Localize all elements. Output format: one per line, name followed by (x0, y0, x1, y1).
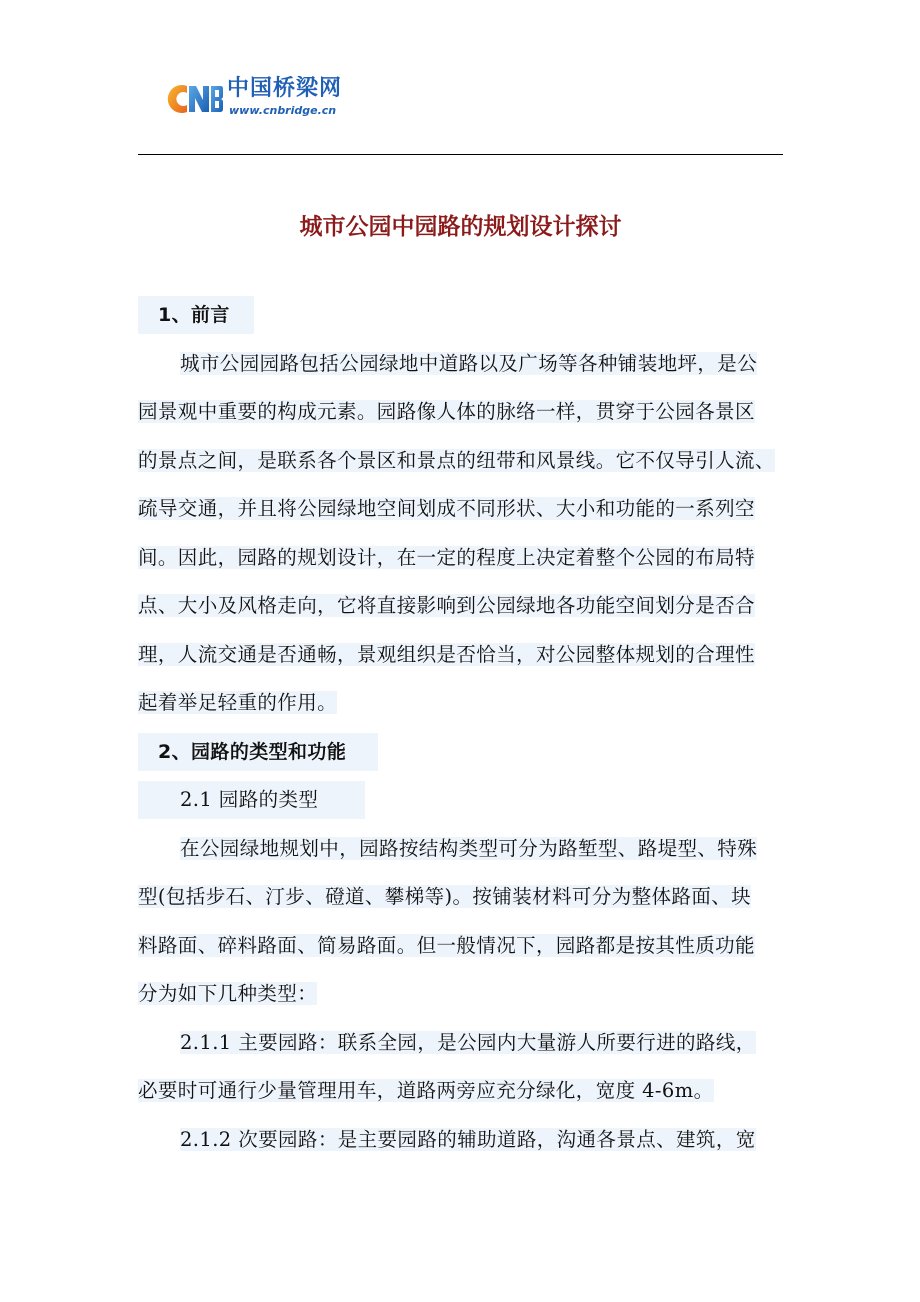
paragraph-line (138, 975, 783, 1013)
paragraph-text: 间。因此，园路的规划设计，在一定的程度上决定着整个公园的布局特 (138, 545, 755, 569)
paragraph-text: 料路面、碎料路面、简易路面。但一般情况下，园路都是按其性质功能 (138, 933, 755, 957)
section-heading: 1、前言 (138, 296, 254, 334)
paragraph-line (138, 442, 783, 480)
paragraph-line (138, 587, 783, 625)
paragraph-text: 必要时可通行少量管理用车，道路两旁应充分绿化，宽度 4-6m。 (138, 1079, 714, 1102)
paragraph-text: 型(包括步石、汀步、磴道、攀梯等)。按铺装材料可分为整体路面、块 (138, 885, 752, 908)
document-body (138, 296, 783, 1169)
document-title: 城市公园中园路的规划设计探讨 (299, 214, 622, 240)
paragraph-line (138, 539, 783, 577)
paragraph-line (138, 684, 783, 722)
paragraph-line (138, 1024, 783, 1062)
paragraph-line (138, 830, 783, 868)
paragraph-line (138, 490, 783, 528)
paragraph-text: 理，人流交通是否通畅，景观组织是否恰当，对公园整体规划的合理性 (138, 642, 755, 666)
paragraph-text: 在公园绿地规划中，园路按结构类型可分为路堑型、路堤型、特殊 (180, 836, 758, 860)
logo-url[interactable]: www.cnbridge.cn (229, 104, 337, 117)
paragraph-line (138, 927, 783, 965)
cnb-logo-mark (165, 80, 223, 118)
paragraph-line (138, 1072, 783, 1110)
paragraph-text: 2.1.2 次要园路：是主要园路的辅助道路，沟通各景点、建筑，宽 (180, 1127, 756, 1151)
paragraph-line (138, 393, 783, 431)
paragraph-text: 疏导交通，并且将公园绿地空间划成不同形状、大小和功能的一系列空 (138, 497, 755, 520)
logo-text: 中国桥梁网 (227, 76, 343, 101)
paragraph-line (138, 878, 783, 916)
subsection-heading: 2.1 园路的类型 (138, 781, 365, 819)
site-logo[interactable] (165, 74, 365, 124)
paragraph-line (138, 1121, 783, 1159)
paragraph-text: 城市公园园路包括公园绿地中道路以及广场等各种铺装地坪，是公 (180, 351, 758, 375)
paragraph-line (138, 345, 783, 383)
paragraph-text: 园景观中重要的构成元素。园路像人体的脉络一样，贯穿于公园各景区 (138, 400, 755, 423)
paragraph-text: 起着举足轻重的作用。 (138, 691, 338, 714)
paragraph-line (138, 636, 783, 674)
section-heading: 2、园路的类型和功能 (138, 733, 378, 771)
paragraph-text: 2.1.1 主要园路：联系全园，是公园内大量游人所要行进的路线， (180, 1030, 756, 1054)
paragraph-text: 分为如下几种类型： (138, 982, 318, 1005)
header-divider (138, 154, 783, 155)
paragraph-text: 点、大小及风格走向，它将直接影响到公园绿地各功能空间划分是否合 (138, 594, 755, 617)
paragraph-text: 的景点之间，是联系各个景区和景点的纽带和风景线。它不仅导引人流、 (138, 448, 775, 472)
